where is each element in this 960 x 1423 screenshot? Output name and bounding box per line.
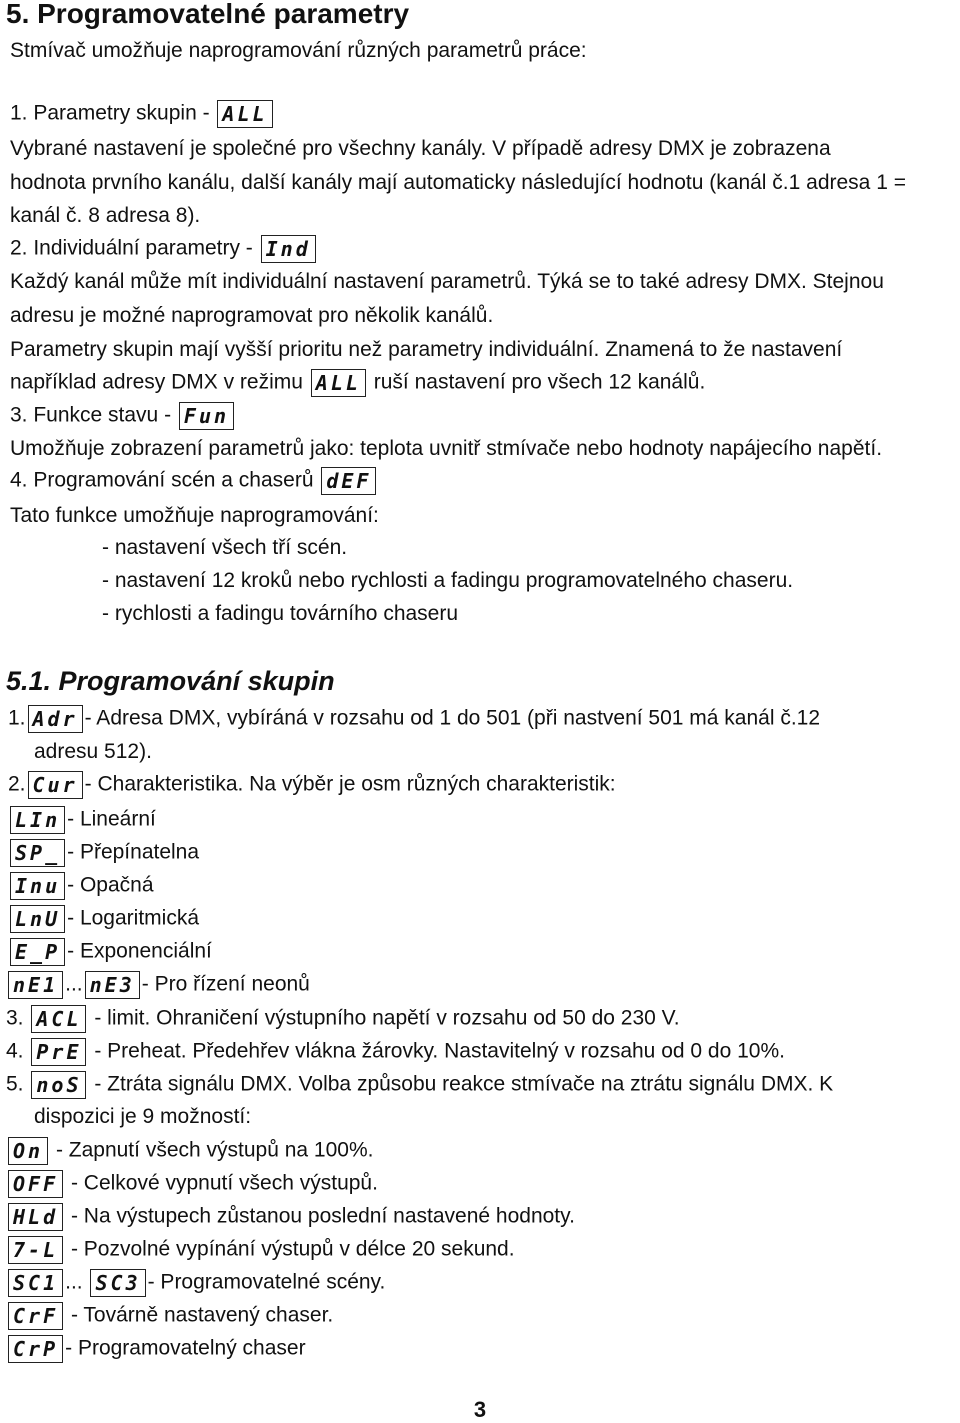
section-title: 5.1. Programování skupin: [6, 666, 335, 696]
lcd-display-curve: LIn: [10, 806, 65, 834]
g5-num: 5.: [6, 1072, 24, 1096]
g1-text: - Adresa DMX, vybíráná v rozsahu od 1 do 501 (při nastvení 501 má kanál č.12: [84, 706, 821, 730]
p2-line3: Parametry skupin mají vyšší prioritu než parametry individuální. Znamená to že nastavení: [10, 338, 843, 361]
option-text: - Zapnutí všech výstupů na 100%.: [55, 1138, 374, 1162]
lcd-display-adr: Adr: [28, 705, 83, 733]
curve-item: [8, 839, 199, 867]
p3-heading: [10, 402, 236, 430]
curve-item: [8, 905, 199, 933]
g5-cont: dispozici je 9 možností:: [34, 1105, 252, 1128]
intro: Stmívač umožňuje naprogramování různých parametrů práce:: [10, 39, 587, 62]
curve-text: - Lineární: [67, 807, 156, 831]
lcd-display-neon-1: nE1: [8, 971, 63, 999]
lcd-display-crp: CrP: [8, 1335, 63, 1363]
lcd-display-option: OFF: [8, 1170, 63, 1198]
p1-label: 1. Parametry skupin -: [10, 101, 210, 125]
p1-heading: [10, 100, 275, 128]
lcd-display-curve: E_P: [10, 938, 65, 966]
page-number: 3: [473, 1397, 487, 1422]
lcd-display-option: 7-L: [8, 1236, 63, 1264]
p2-line4: [10, 369, 705, 397]
p2-line1: Každý kanál může mít individuální nastavení parametrů. Týká se to také adresy DMX. Stejnou: [10, 270, 884, 293]
p4-item: - nastavení 12 kroků nebo rychlosti a fadingu programovatelného chaseru.: [102, 569, 794, 592]
crp-text: - Programovatelný chaser: [65, 1336, 306, 1360]
p1-line3: kanál č. 8 adresa 8).: [10, 204, 201, 227]
p4-label: 4. Programování scén a chaserů: [10, 468, 314, 492]
lcd-display-neon-3: nE3: [85, 971, 140, 999]
crf-text: - Továrně nastavený chaser.: [70, 1303, 334, 1327]
lcd-display-curve: LnU: [10, 905, 65, 933]
lcd-display-fun: Fun: [179, 402, 234, 430]
curve-text: - Přepínatelna: [67, 840, 200, 864]
g3-line: [6, 1005, 680, 1033]
chaser-factory-item: [6, 1302, 333, 1330]
g3-text: - limit. Ohraničení výstupního napětí v rozsahu od 50 do 230 V.: [94, 1006, 680, 1030]
p1-line2: hodnota prvního kanálu, další kanály mají automaticky následující hodnotu (kanál č.1 adresa 1 =: [10, 171, 906, 194]
lcd-display-def: dEF: [321, 467, 376, 495]
scene-dots: ...: [65, 1270, 83, 1294]
g1-num: 1.: [8, 706, 26, 730]
lcd-display-option: HLd: [8, 1203, 63, 1231]
option-item: [6, 1170, 378, 1198]
lcd-display-crf: CrF: [8, 1302, 63, 1330]
lcd-display-scene-3: SC3: [90, 1269, 145, 1297]
lcd-display-pre: PrE: [31, 1038, 86, 1066]
scene-item: [6, 1269, 385, 1297]
lcd-display-option: On: [8, 1137, 48, 1165]
curve-item: [8, 872, 154, 900]
p4-item: - nastavení všech tří scén.: [102, 536, 348, 559]
p2-line4-b: ruší nastavení pro všech 12 kanálů.: [373, 370, 706, 394]
lcd-display-all-inline: ALL: [311, 369, 366, 397]
curve-text: - Logaritmická: [67, 906, 200, 930]
p1-line1: Vybrané nastavení je společné pro všechny kanály. V případě adresy DMX je zobrazena: [10, 137, 831, 160]
scene-text: - Programovatelné scény.: [147, 1270, 386, 1294]
lcd-display-curve: Inu: [10, 872, 65, 900]
g4-num: 4.: [6, 1039, 24, 1063]
curve-text: - Opačná: [67, 873, 154, 897]
lcd-display-nos: noS: [31, 1071, 86, 1099]
g1-cont: adresu 512).: [34, 740, 152, 763]
option-item: [6, 1203, 575, 1231]
option-item: [6, 1236, 515, 1264]
option-text: - Pozvolné vypínání výstupů v délce 20 sekund.: [70, 1237, 515, 1261]
p4-item: - rychlosti a fadingu továrního chaseru: [102, 602, 459, 625]
p4-heading: [10, 467, 378, 495]
g2-num: 2.: [8, 772, 26, 796]
g4-text: - Preheat. Předehřev vlákna žárovky. Nastavitelný v rozsahu od 0 do 10%.: [94, 1039, 785, 1063]
lcd-display-cur: Cur: [28, 771, 83, 799]
p2-line2: adresu je možné naprogramovat pro několik kanálů.: [10, 304, 494, 327]
option-text: - Na výstupech zůstanou poslední nastavené hodnoty.: [70, 1204, 575, 1228]
p3-line1: Umožňuje zobrazení parametrů jako: teplota uvnitř stmívače nebo hodnoty napájecího napětí.: [10, 437, 883, 460]
g2-text: - Charakteristika. Na výběr je osm různých charakteristik:: [84, 772, 616, 796]
g1-line: [8, 705, 820, 733]
lcd-display-curve: SP_: [10, 839, 65, 867]
curve-item: [8, 806, 156, 834]
lcd-display-all: ALL: [217, 100, 272, 128]
chaser-program-item: [6, 1335, 306, 1363]
g3-num: 3.: [6, 1006, 24, 1030]
neon-dots: ...: [65, 972, 83, 996]
p2-label: 2. Individuální parametry -: [10, 236, 253, 260]
p2-heading: [10, 235, 318, 263]
page-title: 5. Programovatelné parametry: [6, 0, 410, 29]
lcd-display-scene-1: SC1: [8, 1269, 63, 1297]
lcd-display-acl: ACL: [31, 1005, 86, 1033]
g5-text: - Ztráta signálu DMX. Volba způsobu reakce stmívače na ztrátu signálu DMX. K: [94, 1072, 834, 1096]
p4-line1: Tato funkce umožňuje naprogramování:: [10, 504, 379, 527]
option-text: - Celkové vypnutí všech výstupů.: [70, 1171, 378, 1195]
g5-line: [6, 1071, 833, 1099]
g4-line: [6, 1038, 785, 1066]
lcd-display-ind: Ind: [261, 235, 316, 263]
g2-line: [8, 771, 616, 799]
p3-label: 3. Funkce stavu -: [10, 403, 172, 427]
p2-line4-a: například adresy DMX v režimu: [10, 370, 303, 394]
curve-item: [8, 938, 212, 966]
neon-text: - Pro řízení neonů: [141, 972, 310, 996]
neon-item: [6, 971, 310, 999]
curve-text: - Exponenciální: [67, 939, 212, 963]
option-item: [6, 1137, 373, 1165]
